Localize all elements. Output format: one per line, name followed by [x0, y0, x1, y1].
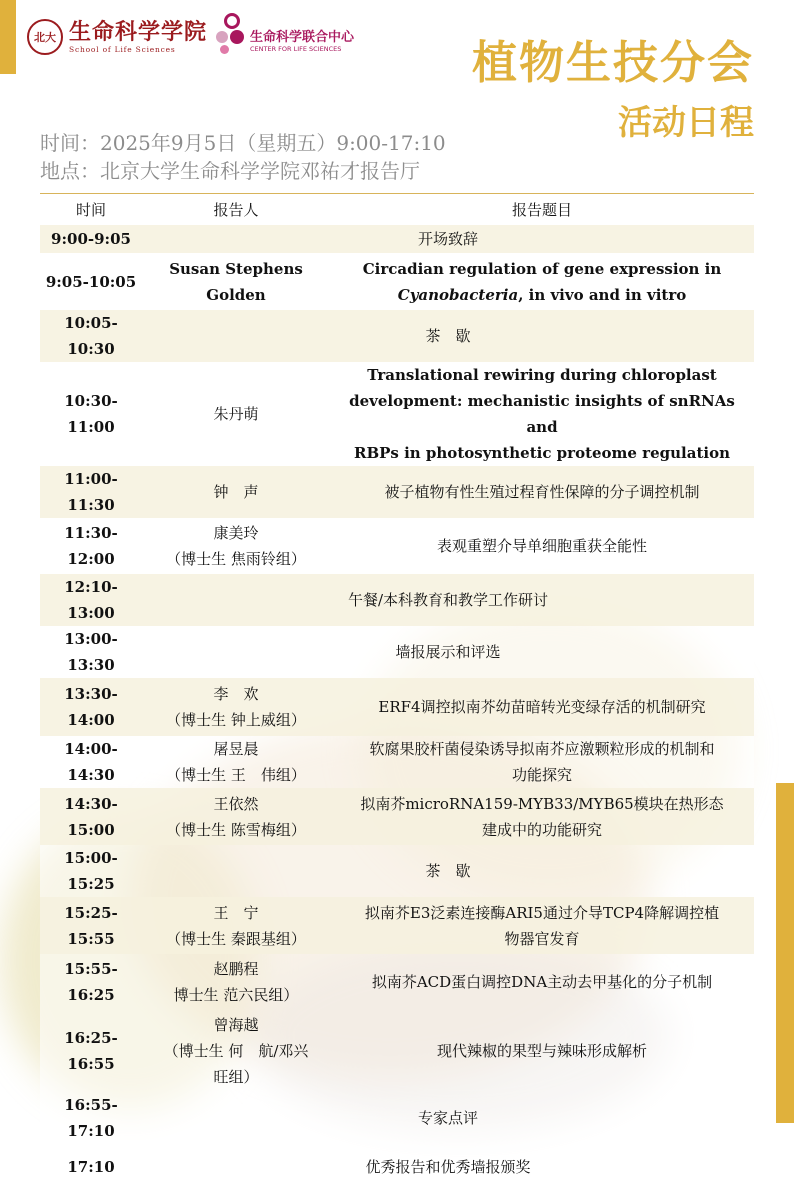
- topic-line1: 拟南芥microRNA159-MYB33/MYB65模块在热形态: [360, 794, 724, 813]
- speaker-name: 王 宁: [213, 903, 259, 922]
- table-row: [40, 518, 754, 574]
- topic-italic: Cyanobacteria: [397, 285, 519, 304]
- row-time: 15:00-15:25: [40, 845, 142, 897]
- speaker-name: 王依然: [213, 794, 259, 813]
- event-place: 地点：北京大学生命科学学院邓祐才报告厅: [40, 159, 420, 183]
- row-time: 13:00-13:30: [40, 626, 142, 678]
- row-speaker: [142, 678, 330, 736]
- table-row: [40, 954, 754, 1010]
- speaker-name: 李 欢: [213, 685, 259, 703]
- topic-line1: Circadian regulation of gene expression in: [362, 259, 722, 278]
- center-name-en: CENTER FOR LIFE SCIENCES: [250, 45, 342, 54]
- row-speaker: [142, 1010, 330, 1092]
- speaker-affiliation: （博士生 陈雪梅组）: [166, 820, 306, 839]
- row-topic: 现代辣椒的果型与辣味形成解析: [330, 1010, 754, 1092]
- topic-line2: 功能探究: [511, 766, 572, 784]
- row-time: 9:00-9:05: [40, 225, 142, 253]
- school-name-cn: 生命科学学院: [69, 18, 208, 45]
- topic-line1: 拟南芥E3泛素连接酶ARI5通过介导TCP4降解调控植: [364, 903, 720, 922]
- table-row: [40, 626, 754, 678]
- row-topic: 被子植物有性生殖过程育性保障的分子调控机制: [330, 466, 754, 518]
- table-row: [40, 1144, 754, 1190]
- speaker-affiliation: （博士生 钟上威组）: [166, 711, 306, 729]
- table-row: [40, 845, 754, 897]
- event-time: 时间：2025年9月5日（星期五）9:00-17:10: [40, 131, 446, 155]
- table-row: [40, 310, 754, 362]
- row-time: 10:30-11:00: [40, 362, 142, 466]
- table-row: [40, 574, 754, 626]
- topic-line2: 建成中的功能研究: [481, 820, 602, 839]
- topic-line1: 软腐果胶杆菌侵染诱导拟南芥应激颗粒形成的机制和: [369, 740, 715, 758]
- speaker-name-line1: Susan Stephens: [169, 259, 303, 278]
- table-row: [40, 788, 754, 845]
- table-row: [40, 1010, 754, 1092]
- table-header: [40, 194, 754, 226]
- topic-line3: RBPs in photosynthetic proteome regulation: [354, 444, 730, 462]
- row-topic: [330, 736, 754, 788]
- page-title: 植物生技分会: [471, 36, 754, 89]
- table-row: [40, 466, 754, 518]
- row-topic: 表观重塑介导单细胞重获全能性: [330, 518, 754, 574]
- speaker-name-line2: Golden: [206, 285, 266, 304]
- row-time: 16:55-17:10: [40, 1092, 142, 1144]
- row-topic: [330, 362, 754, 466]
- row-time: 9:05-10:05: [40, 253, 142, 310]
- row-time: 16:25-16:55: [40, 1010, 142, 1092]
- speaker-affiliation: （博士生 秦跟基组）: [166, 929, 306, 948]
- row-time: 11:30-12:00: [40, 518, 142, 574]
- topic-line2-rest: , in vivo and in vitro: [518, 285, 687, 304]
- speaker-affiliation: （博士生 何 航/邓兴: [163, 1042, 309, 1060]
- row-speaker: 钟 声: [142, 466, 330, 518]
- row-time: 12:10-13:00: [40, 574, 142, 626]
- row-topic: [330, 253, 754, 310]
- row-time: 13:30-14:00: [40, 678, 142, 736]
- center-logo-icon: [212, 13, 248, 57]
- row-topic: 茶 歇: [142, 845, 754, 897]
- table-row: [40, 225, 754, 253]
- column-header-speaker: 报告人: [142, 194, 330, 226]
- row-speaker: [142, 897, 330, 954]
- row-time: 14:00-14:30: [40, 736, 142, 788]
- center-logo: [212, 10, 354, 60]
- speaker-name: 康美玲: [213, 524, 259, 542]
- row-speaker: [142, 253, 330, 310]
- left-accent-bar: [0, 0, 16, 74]
- row-topic: [330, 897, 754, 954]
- row-time: 14:30-15:00: [40, 788, 142, 845]
- speaker-name: 屠昱晨: [213, 740, 259, 758]
- table-row: [40, 253, 754, 310]
- school-name-en: School of Life Sciences: [69, 44, 176, 54]
- row-time: 15:55-16:25: [40, 954, 142, 1010]
- speaker-name: 曾海越: [213, 1016, 259, 1034]
- topic-line2: 物器官发育: [504, 929, 580, 948]
- row-topic: ERF4调控拟南芥幼苗暗转光变绿存活的机制研究: [330, 678, 754, 736]
- row-time: 15:25-15:55: [40, 897, 142, 954]
- row-speaker: 朱丹萌: [142, 362, 330, 466]
- table-row: [40, 362, 754, 466]
- speaker-affiliation-cont: 旺组）: [213, 1068, 259, 1086]
- row-topic: [330, 788, 754, 845]
- row-topic: 茶 歇: [142, 310, 754, 362]
- row-time: 10:05-10:30: [40, 310, 142, 362]
- row-speaker: [142, 736, 330, 788]
- row-speaker: [142, 518, 330, 574]
- page-subtitle: 活动日程: [618, 103, 754, 143]
- speaker-affiliation: （博士生 王 伟组）: [166, 766, 306, 784]
- row-speaker: [142, 788, 330, 845]
- topic-line1: Translational rewiring during chloroplast: [367, 366, 717, 384]
- column-header-topic: 报告题目: [330, 194, 754, 226]
- table-row: [40, 678, 754, 736]
- pku-seal-icon: 北大: [27, 19, 63, 55]
- column-header-time: 时间: [40, 194, 142, 226]
- row-time: 17:10: [40, 1144, 142, 1190]
- topic-line2: development: mechanistic insights of snRNAs and: [349, 392, 735, 436]
- speaker-affiliation: （博士生 焦雨铃组）: [166, 550, 306, 568]
- row-speaker: [142, 954, 330, 1010]
- row-topic: 开场致辞: [142, 225, 754, 253]
- table-row: [40, 1092, 754, 1144]
- speaker-name: 赵鹏程: [213, 960, 259, 978]
- school-logo: [27, 17, 207, 57]
- row-topic: 专家点评: [142, 1092, 754, 1144]
- center-name-cn: 生命科学联合中心: [250, 30, 355, 46]
- row-topic: 墙报展示和评选: [142, 626, 754, 678]
- speaker-affiliation: 博士生 范六民组）: [173, 986, 299, 1004]
- row-topic: 午餐/本科教育和教学工作研讨: [142, 574, 754, 626]
- row-topic: 优秀报告和优秀墙报颁奖: [142, 1144, 754, 1190]
- table-row: [40, 897, 754, 954]
- schedule-table: [40, 193, 754, 1190]
- row-time: 11:00-11:30: [40, 466, 142, 518]
- row-topic: 拟南芥ACD蛋白调控DNA主动去甲基化的分子机制: [330, 954, 754, 1010]
- right-accent-bar: [776, 783, 794, 1123]
- table-row: [40, 736, 754, 788]
